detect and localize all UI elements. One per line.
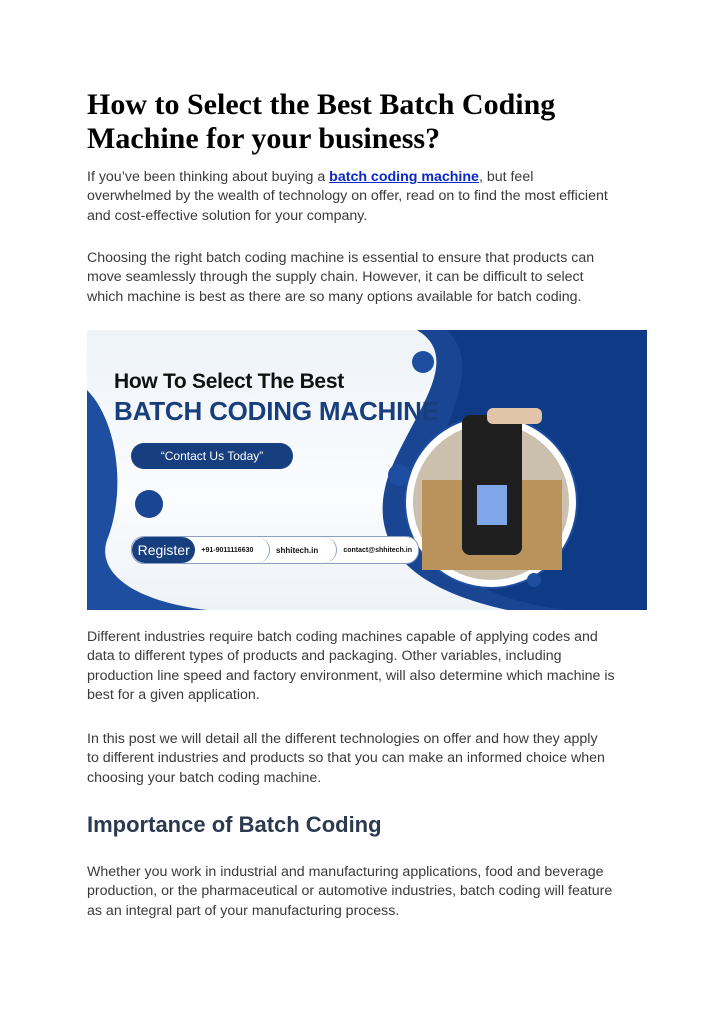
decorative-dot xyxy=(135,490,163,518)
text: , but feel xyxy=(478,169,534,185)
banner-title: How To Select The Best xyxy=(114,370,344,393)
paragraph-line: move seamlessly through the supply chain. However, it can be difficult to select xyxy=(87,269,584,286)
title-line: How to Select the Best Batch Coding xyxy=(87,88,556,121)
paragraph-line: Choosing the right batch coding machine is essential to ensure that products can xyxy=(87,250,595,266)
text: If you’ve been thinking about buying a xyxy=(87,169,330,185)
paragraph-line: Whether you work in industrial and manufacturing applications, food and beverage xyxy=(87,864,604,880)
title-line: Machine for your business? xyxy=(87,122,441,155)
paragraph-5 xyxy=(87,863,667,921)
register-bar xyxy=(131,536,419,564)
decorative-dot xyxy=(412,351,434,373)
paragraph-line: choosing your batch coding machine. xyxy=(87,769,322,786)
paragraph-line: as an integral part of your manufacturing process. xyxy=(87,902,400,919)
paragraph-line xyxy=(87,168,667,187)
decorative-dot xyxy=(388,464,410,486)
banner-image xyxy=(87,330,647,610)
paragraph-line: which machine is best as there are so many options available for batch coding. xyxy=(87,288,582,305)
paragraph-line: production, or the pharmaceutical or automotive industries, batch coding will feature xyxy=(87,883,613,900)
paragraph-2 xyxy=(87,249,667,307)
intro-paragraph xyxy=(87,168,667,226)
paragraph-line: Different industries require batch coding machines capable of applying codes and xyxy=(87,629,598,645)
banner-subtitle: BATCH CODING MACHINE xyxy=(114,396,439,426)
paragraph-line: overwhelmed by the wealth of technology on offer, read on to find the most efficient xyxy=(87,188,608,205)
paragraph-line: to different industries and products so that you can make an informed choice when xyxy=(87,750,605,767)
contact-us-pill: “Contact Us Today” xyxy=(131,443,293,469)
paragraph-line: In this post we will detail all the different technologies on offer and how they apply xyxy=(87,731,598,747)
decorative-dot xyxy=(527,573,541,587)
paragraph-line: best for a given application. xyxy=(87,687,260,704)
page-title xyxy=(87,88,555,156)
hand xyxy=(487,408,542,424)
paragraph-4 xyxy=(87,730,667,788)
paragraph-3 xyxy=(87,628,667,706)
paragraph-line: production line speed and factory environment, will also determine which machine is xyxy=(87,667,615,684)
paragraph-line: and cost-effective solution for your company. xyxy=(87,207,368,224)
website: shhitech.in xyxy=(270,537,337,563)
register-label: Register xyxy=(132,537,195,563)
paragraph-line: data to different types of products and packaging. Other variables, including xyxy=(87,648,562,665)
batch-coding-machine-link[interactable]: batch coding machine xyxy=(329,169,479,185)
section-heading: Importance of Batch Coding xyxy=(87,812,382,837)
email: contact@shhitech.in xyxy=(343,546,413,554)
phone-number: +91-9011116630 xyxy=(195,537,270,563)
printer-screen xyxy=(477,485,507,525)
